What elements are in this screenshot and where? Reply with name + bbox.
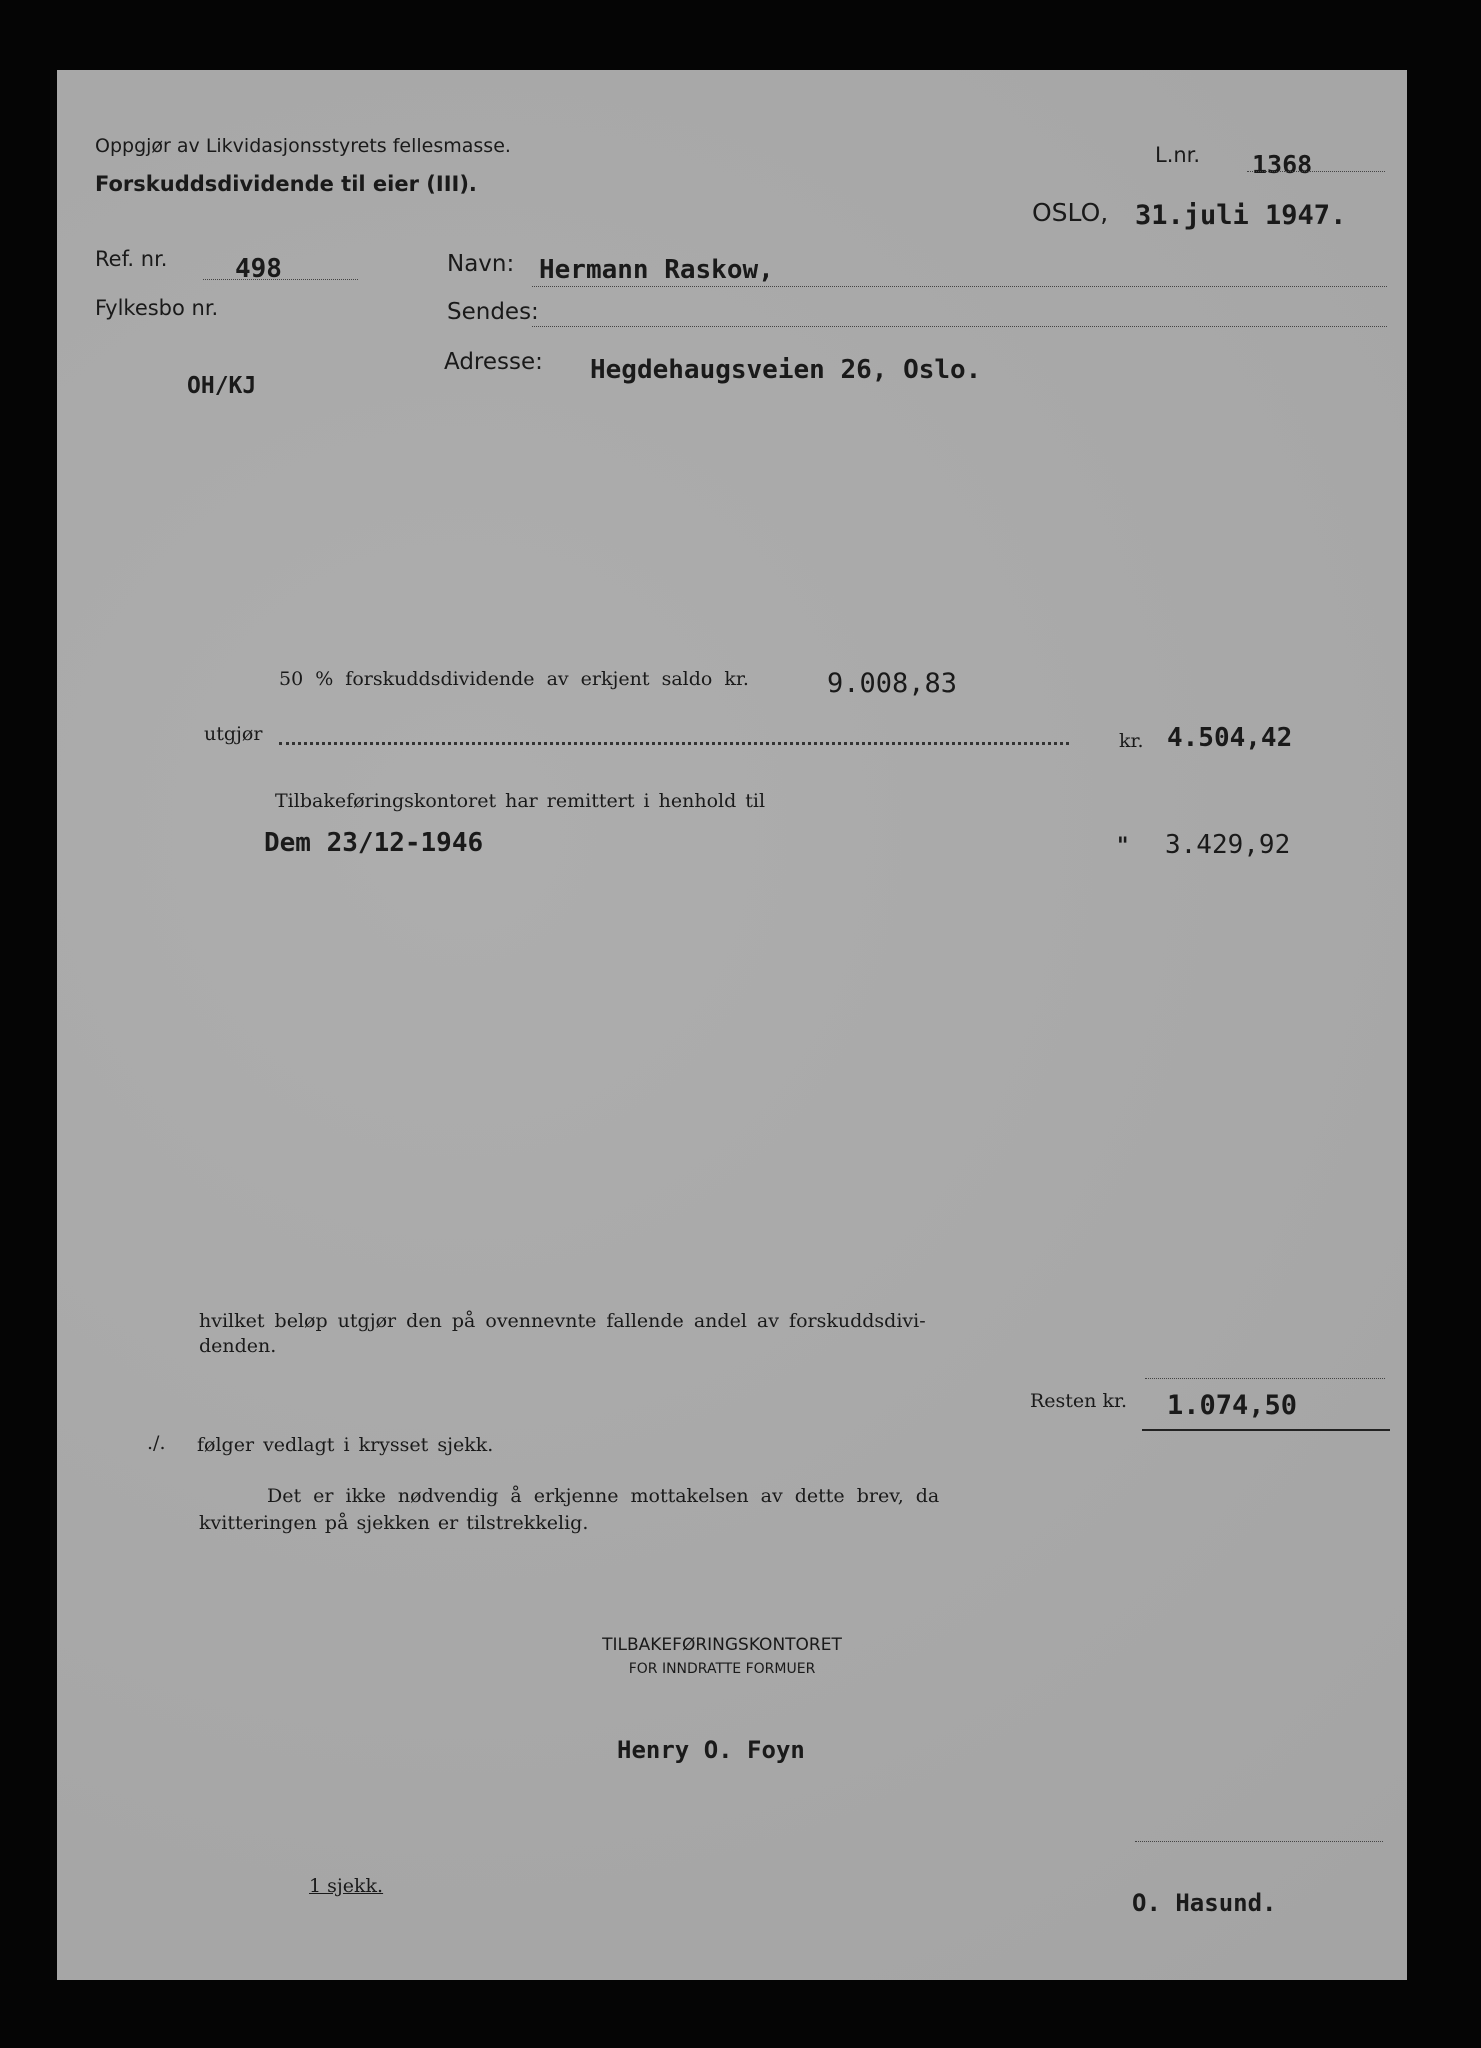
enclosure-mark: ./. bbox=[147, 1432, 166, 1454]
adresse-label: Adresse: bbox=[444, 349, 543, 375]
utgjor-value: 4.504,42 bbox=[1167, 723, 1293, 753]
remitted-ref: Dem 23/12-1946 bbox=[264, 828, 484, 858]
document-page bbox=[57, 70, 1407, 1980]
body-line-1: hvilket beløp utgjør den på ovennevnte fallende andel av forskuddsdivi- bbox=[199, 1310, 926, 1332]
signer-name: Henry O. Foyn bbox=[617, 1736, 805, 1764]
ref-label: Ref. nr. bbox=[95, 247, 168, 271]
ref-value: 498 bbox=[235, 254, 282, 284]
place-label: OSLO, bbox=[1032, 198, 1109, 227]
resten-value: 1.074,50 bbox=[1167, 1390, 1298, 1421]
sendes-label: Sendes: bbox=[447, 299, 539, 325]
utgjor-label: utgjør bbox=[204, 723, 263, 745]
letter-date: 31.juli 1947. bbox=[1135, 200, 1347, 231]
fylkesbo-label: Fylkesbo nr. bbox=[95, 296, 219, 320]
remitted-value: 3.429,92 bbox=[1165, 830, 1291, 860]
enclosure-count: 1 sjekk. bbox=[309, 1875, 384, 1897]
office-name: TILBAKEFØRINGSKONTORET bbox=[602, 1635, 842, 1655]
body-line-2: denden. bbox=[199, 1335, 277, 1357]
countersigner-name: O. Hasund. bbox=[1132, 1889, 1277, 1917]
adresse-value: Hegdehaugsveien 26, Oslo. bbox=[590, 355, 982, 385]
dividend-line: 50 % forskuddsdividende av erkjent saldo kr. bbox=[279, 668, 749, 690]
office-subtitle: FOR INNDRATTE FORMUER bbox=[628, 1661, 816, 1677]
header-line-2: Forskuddsdividende til eier (III). bbox=[95, 172, 477, 196]
header-line-1: Oppgjør av Likvidasjonsstyrets fellesmasse. bbox=[95, 135, 511, 157]
utgjor-currency: kr. bbox=[1119, 730, 1144, 752]
remitted-line: Tilbakeføringskontoret har remittert i henhold til bbox=[275, 790, 766, 812]
lnr-value: 1368 bbox=[1252, 150, 1313, 179]
saldo-value: 9.008,83 bbox=[827, 668, 958, 699]
lnr-label: L.nr. bbox=[1155, 143, 1201, 167]
ditto-mark: " bbox=[1117, 833, 1129, 859]
resten-label: Resten kr. bbox=[1030, 1390, 1128, 1412]
enclosure-text: følger vedlagt i krysset sjekk. bbox=[197, 1434, 494, 1456]
body-line-4: kvitteringen på sjekken er tilstrekkelig. bbox=[199, 1512, 589, 1534]
initials: OH/KJ bbox=[187, 373, 257, 399]
body-line-3: Det er ikke nødvendig å erkjenne mottakelsen av dette brev, da bbox=[267, 1485, 940, 1507]
navn-value: Hermann Raskow, bbox=[539, 255, 774, 285]
navn-label: Navn: bbox=[447, 251, 515, 277]
